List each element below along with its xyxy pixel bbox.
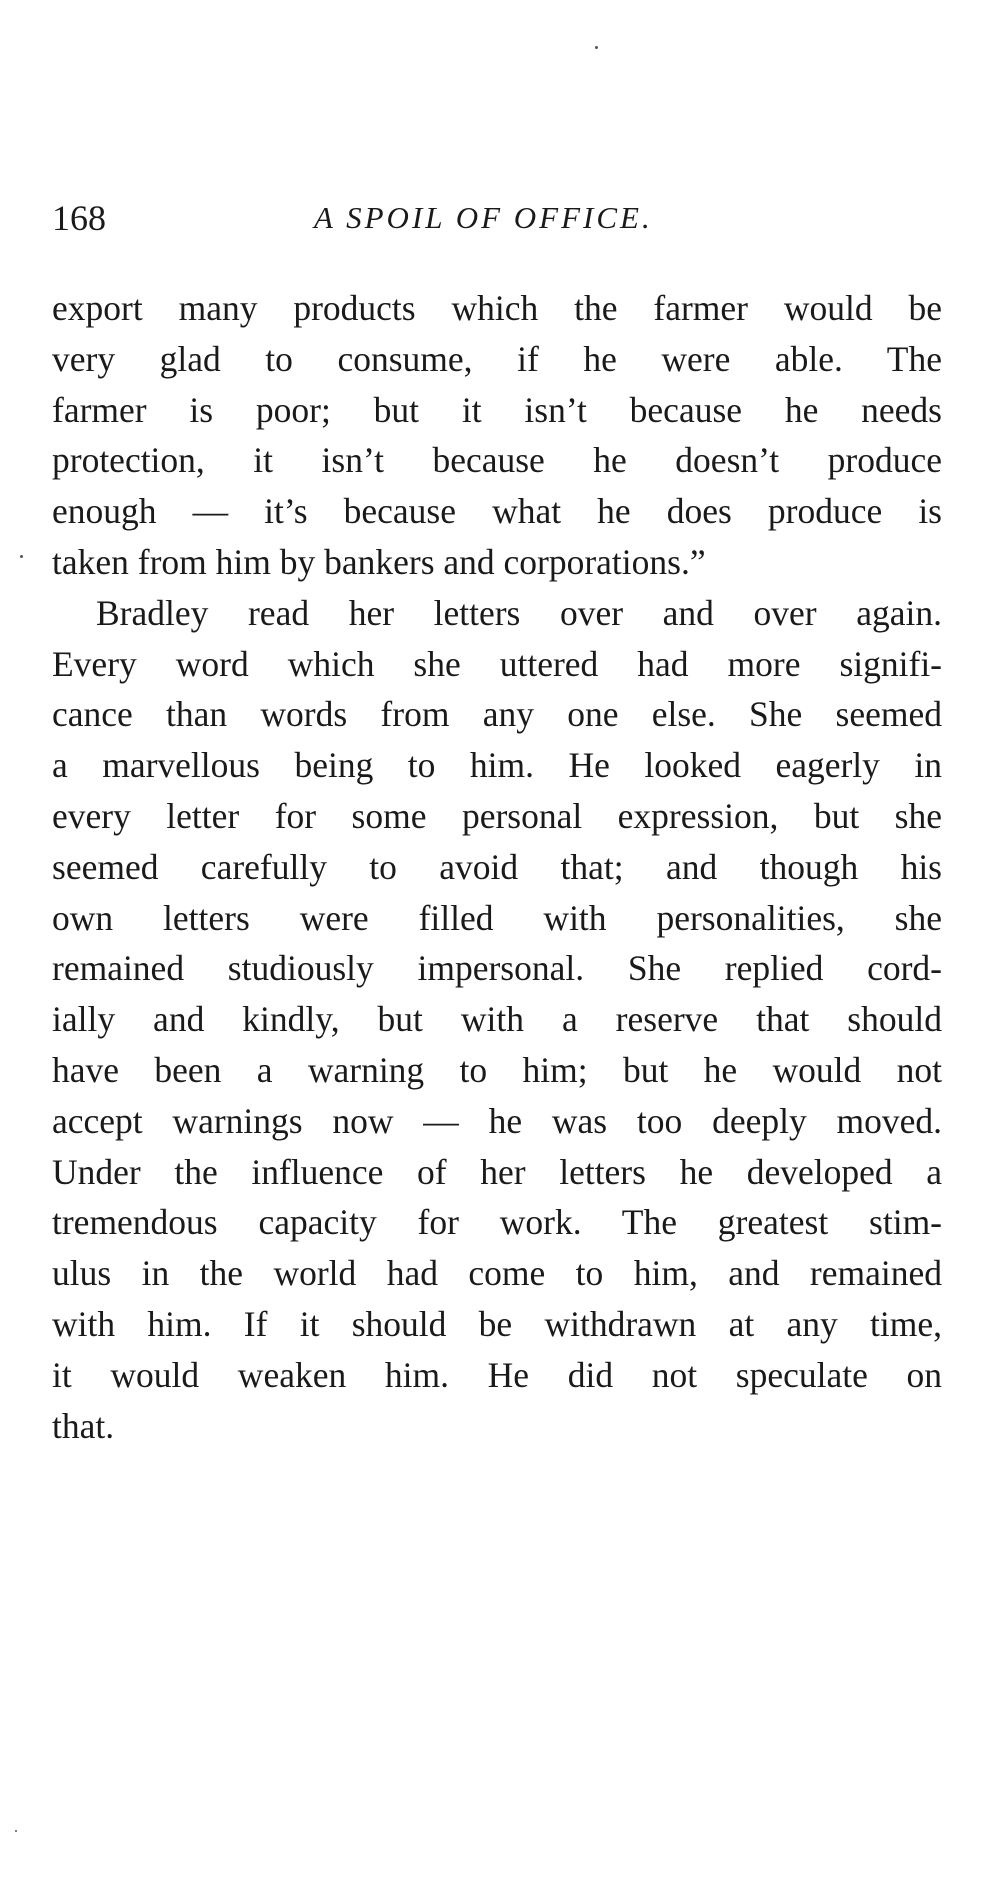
text-line: ially and kindly, but with a reserve that should bbox=[52, 999, 942, 1040]
paragraph-1 bbox=[52, 283, 942, 588]
text-line: own letters were filled with personalities, she bbox=[52, 897, 942, 938]
text-line: Every word which she uttered had more signifi- bbox=[52, 643, 942, 684]
body-text bbox=[52, 283, 942, 1451]
print-speck-bottom bbox=[15, 1830, 17, 1832]
text-line: with him. If it should be withdrawn at any time, bbox=[52, 1303, 942, 1344]
text-line: protection, it isn’t because he doesn’t produce bbox=[52, 440, 942, 481]
text-line: taken from him by bankers and corporations.” bbox=[52, 541, 706, 582]
text-line: ulus in the world had come to him, and remained bbox=[52, 1253, 942, 1294]
text-line: Bradley read her letters over and over again. bbox=[96, 592, 942, 633]
text-line: a marvellous being to him. He looked eagerly in bbox=[52, 745, 942, 786]
text-line: accept warnings now — he was too deeply moved. bbox=[52, 1100, 942, 1141]
text-line: seemed carefully to avoid that; and though his bbox=[52, 846, 942, 887]
text-line: export many products which the farmer would be bbox=[52, 288, 942, 328]
running-head: A SPOIL OF OFFICE. bbox=[314, 200, 653, 235]
text-line: remained studiously impersonal. She replied cord- bbox=[52, 948, 942, 989]
text-line: farmer is poor; but it isn’t because he needs bbox=[52, 389, 942, 430]
page-number: 168 bbox=[52, 198, 106, 238]
paragraph-2 bbox=[52, 588, 942, 1452]
print-speck-top bbox=[595, 46, 598, 49]
text-line: Under the influence of her letters he developed a bbox=[52, 1151, 942, 1192]
text-line: every letter for some personal expression, but she bbox=[52, 795, 942, 836]
text-line: cance than words from any one else. She seemed bbox=[52, 694, 942, 735]
text-line: very glad to consume, if he were able. The bbox=[52, 338, 942, 379]
text-line: it would weaken him. He did not speculate on bbox=[52, 1354, 942, 1395]
text-line: have been a warning to him; but he would not bbox=[52, 1049, 942, 1090]
page-header bbox=[52, 196, 942, 240]
text-line: that. bbox=[52, 1405, 115, 1446]
print-speck-left bbox=[20, 555, 23, 558]
text-line: tremendous capacity for work. The greatest stim- bbox=[52, 1202, 942, 1243]
text-line: enough — it’s because what he does produce is bbox=[52, 491, 942, 532]
